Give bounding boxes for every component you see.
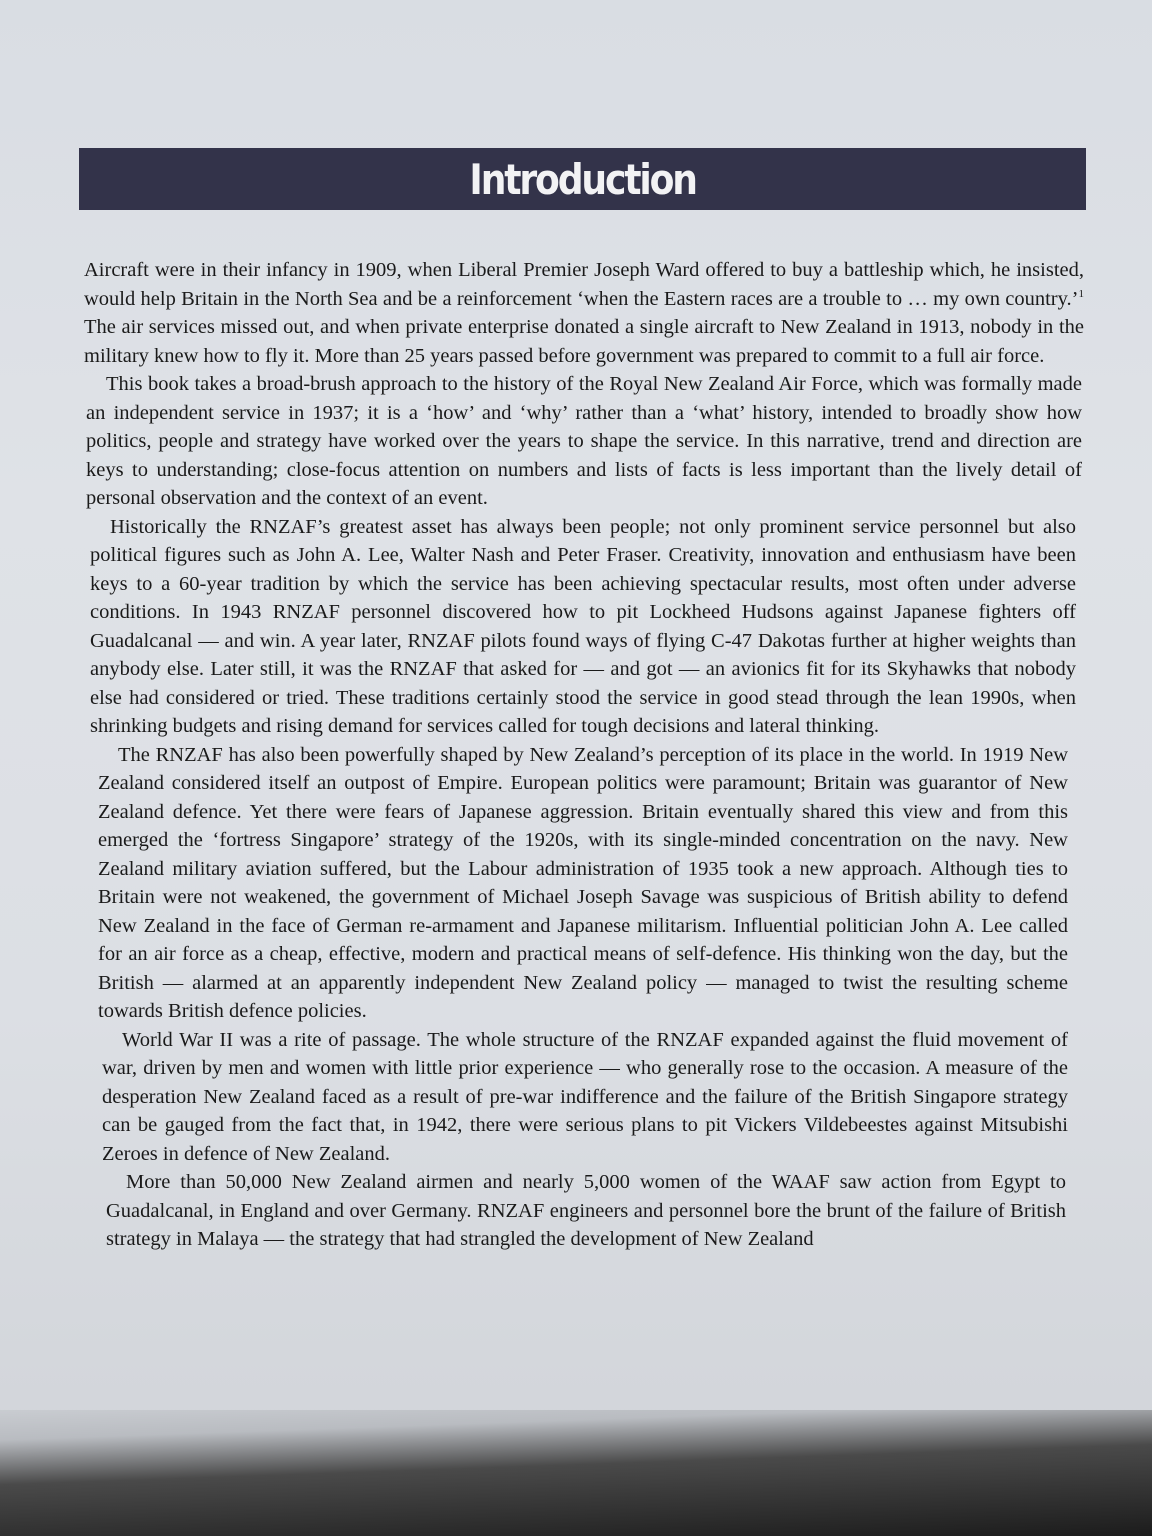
paragraph: [84, 256, 1084, 370]
paragraph: This book takes a broad-brush approach to the history of the Royal New Zealand Air Force, which was formally made an independent service in 1937; it is a ‘how’ and ‘why’ rather than a ‘what’ history, intended to broadly show how politics, people and strategy have worked over the years to shape the service. In this narrative, trend and direction are keys to understanding; close-focus attention on numbers and lists of facts is less important than the lively detail of personal observation and the context of an event.: [86, 373, 1082, 509]
paragraph: More than 50,000 New Zealand airmen and nearly 5,000 women of the WAAF saw action from Egypt to Guadalcanal, in England and over Germany. RNZAF engineers and personnel bore the brunt of the failure of British strategy in Malaya — the strategy that had strangled the development of New Zealand: [106, 1171, 1066, 1250]
chapter-title-banner: [79, 148, 1086, 210]
chapter-title: Introduction: [469, 154, 696, 204]
chapter-body: [84, 256, 1084, 1254]
paragraph: Historically the RNZAF’s greatest asset has always been people; not only prominent service personnel but also political figures such as John A. Lee, Walter Nash and Peter Fraser. Creativity, innovation and enthusiasm have been keys to a 60-year tradition by which the service has been achieving spectacular results, most often under adverse conditions. In 1943 RNZAF personnel discovered how to pit Lockheed Hudsons against Japanese fighters off Guadalcanal — and win. A year later, RNZAF pilots found ways of flying C-47 Dakotas further at higher weights than anybody else. Later still, it was the RNZAF that asked for — and got — an avionics fit for its Skyhawks that nobody else had considered or tried. These traditions certainly stood the service in good stead through the lean 1990s, when shrinking budgets and rising demand for services called for tough decisions and lateral thinking.: [90, 515, 1076, 737]
paragraph-text: The air services missed out, and when private enterprise donated a single aircraft to New Zealand in 1913, nobody in the military knew how to fly it. More than 25 years passed before government was prepared to commit to a full air force.: [84, 316, 1084, 367]
page-bottom-edge: [0, 1410, 1152, 1536]
paragraph: The RNZAF has also been powerfully shaped by New Zealand’s perception of its place in the world. In 1919 New Zealand considered itself an outpost of Empire. European politics were paramount; Britain was guarantor of New Zealand defence. Yet there were fears of Japanese aggression. Britain eventually shared this view and from this emerged the ‘fortress Singapore’ strategy of the 1920s, with its single-minded concentration on the navy. New Zealand military aviation suffered, but the Labour administration of 1935 took a new approach. Although ties to Britain were not weakened, the government of Michael Joseph Savage was suspicious of British ability to defend New Zealand in the face of German re-armament and Japanese militarism. Influential politician John A. Lee called for an air force as a cheap, effective, modern and practical means of self-defence. His thinking won the day, but the British — alarmed at an apparently independent New Zealand policy — managed to twist the resulting scheme towards British defence policies.: [98, 743, 1068, 1022]
footnote-marker: 1: [1078, 287, 1084, 300]
paragraph-text: Aircraft were in their infancy in 1909, when Liberal Premier Joseph Ward offered to buy a battleship which, he insisted, would help Britain in the North Sea and be a reinforcement ‘when the Eastern races are a trouble to … my own country.’: [84, 259, 1084, 310]
paragraph: World War II was a rite of passage. The whole structure of the RNZAF expanded against the fluid movement of war, driven by men and women with little prior experience — who generally rose to the occasion. A measure of the desperation New Zealand faced as a result of pre-war indifference and the failure of the British Singapore strategy can be gauged from the fact that, in 1942, there were serious plans to pit Vickers Vildebeestes against Mitsubishi Zeroes in defence of New Zealand.: [102, 1028, 1068, 1165]
